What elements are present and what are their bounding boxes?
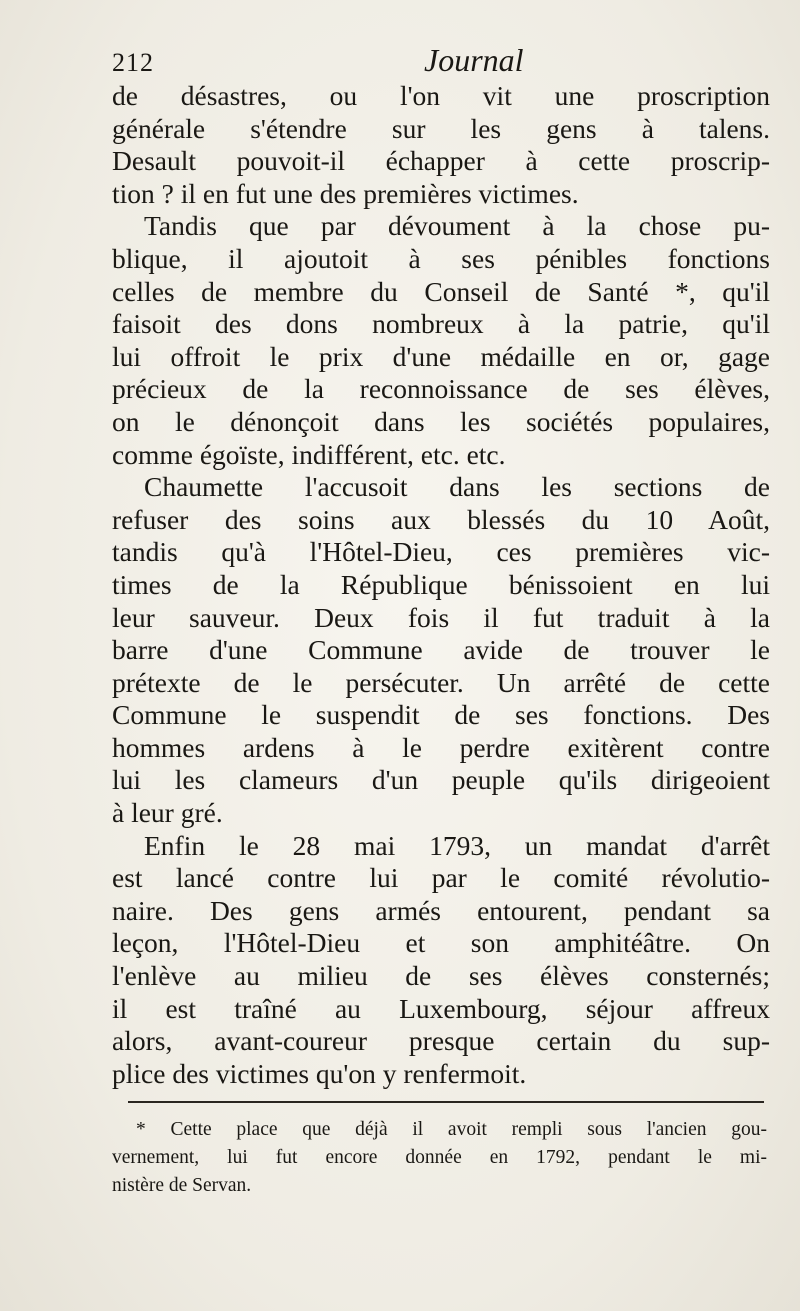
paragraph-first-line: Enfin le 28 mai 1793, un mandat d'arrêt bbox=[144, 829, 770, 861]
paragraph-first-line: Tandis que par dévoument à la chose pu- bbox=[144, 210, 770, 242]
text-line: hommes ardens à le perdre exitèrent contre bbox=[112, 731, 770, 763]
text-line: tandis qu'à l'Hôtel-Dieu, ces premières vic- bbox=[112, 536, 770, 568]
text-line: faisoit des dons nombreux à la patrie, qu'il bbox=[112, 308, 770, 340]
text-line: on le dénonçoit dans les sociétés populaires, bbox=[112, 405, 770, 437]
text-line: l'enlève au milieu de ses élèves consternés; bbox=[112, 960, 770, 992]
text-line: leçon, l'Hôtel-Dieu et son amphitéâtre. On bbox=[112, 927, 770, 959]
text-line: lui offroit le prix d'une médaille en or, gage bbox=[112, 340, 770, 372]
text-line: Desault pouvoit-il échapper à cette proscrip- bbox=[112, 145, 770, 177]
body-text bbox=[112, 80, 770, 1090]
footnote-line: vernement, lui fut encore donnée en 1792, pendant le mi- bbox=[112, 1147, 767, 1168]
text-line: de désastres, ou l'on vit une proscription bbox=[112, 80, 770, 111]
text-line: comme égoïste, indifférent, etc. etc. bbox=[112, 438, 506, 470]
footnote-rule bbox=[128, 1101, 764, 1103]
page-number: 212 bbox=[112, 48, 154, 77]
text-line: blique, il ajoutoit à ses pénibles fonctions bbox=[112, 242, 770, 274]
footnote bbox=[112, 1116, 767, 1200]
text-line: prétexte de le persécuter. Un arrêté de cette bbox=[112, 666, 770, 698]
text-line: à leur gré. bbox=[112, 797, 223, 829]
text-line: barre d'une Commune avide de trouver le bbox=[112, 634, 770, 666]
text-line: il est traîné au Luxembourg, séjour affreux bbox=[112, 992, 770, 1024]
text-line: times de la République bénissoient en lui bbox=[112, 568, 770, 600]
text-line: lui les clameurs d'un peuple qu'ils dirigeoient bbox=[112, 764, 770, 796]
text-line: Commune le suspendit de ses fonctions. Des bbox=[112, 699, 770, 731]
text-line: celles de membre du Conseil de Santé *, qu'il bbox=[112, 275, 770, 307]
text-line: tion ? il en fut une des premières victimes. bbox=[112, 177, 579, 209]
footnote-line: nistère de Servan. bbox=[112, 1175, 252, 1196]
text-line: leur sauveur. Deux fois il fut traduit à la bbox=[112, 601, 770, 633]
text-line: alors, avant-coureur presque certain du sup- bbox=[112, 1025, 770, 1057]
text-line: refuser des soins aux blessés du 10 Août, bbox=[112, 503, 770, 535]
footnote-line: * Cette place que déjà il avoit rempli sous l'ancien gou- bbox=[136, 1119, 767, 1140]
text-line: est lancé contre lui par le comité révolutio- bbox=[112, 862, 770, 894]
text-line: précieux de la reconnoissance de ses élèves, bbox=[112, 373, 770, 405]
running-title: Journal bbox=[424, 42, 524, 78]
paragraph-first-line: Chaumette l'accusoit dans les sections de bbox=[144, 471, 770, 503]
text-line: générale s'étendre sur les gens à talens. bbox=[112, 112, 770, 144]
text-line: plice des victimes qu'on y renfermoit. bbox=[112, 1057, 527, 1089]
text-line: naire. Des gens armés entourent, pendant sa bbox=[112, 894, 770, 926]
